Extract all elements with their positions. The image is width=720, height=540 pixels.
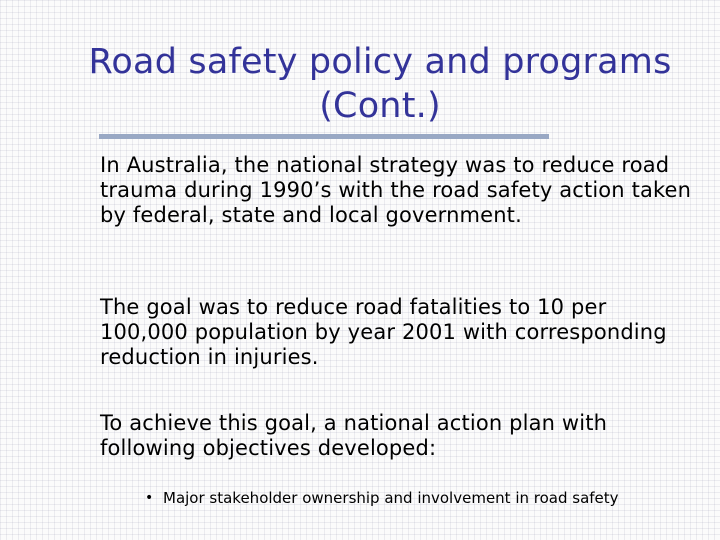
slide-title-line-1: Road safety policy and programs	[88, 42, 672, 82]
body-paragraph-australia-strategy: In Australia, the national strategy was to reduce road trauma during 1990’s with the road safety action taken by federal, state and local government.	[100, 153, 692, 227]
slide-title-line-2: (Cont.)	[319, 86, 441, 126]
list-item-text: Major stakeholder ownership and involvement in road safety	[163, 489, 619, 507]
list-item	[145, 488, 665, 508]
body-paragraph-action-plan: To achieve this goal, a national action plan with following objectives developed:	[100, 411, 608, 460]
bullet-icon: •	[145, 490, 154, 506]
slide-title	[60, 40, 700, 128]
objectives-list	[145, 488, 665, 508]
body-paragraph-goal: The goal was to reduce road fatalities to 10 per 100,000 population by year 2001 with corresponding reduction in injuries.	[100, 295, 667, 369]
title-underline-rule	[99, 134, 549, 139]
